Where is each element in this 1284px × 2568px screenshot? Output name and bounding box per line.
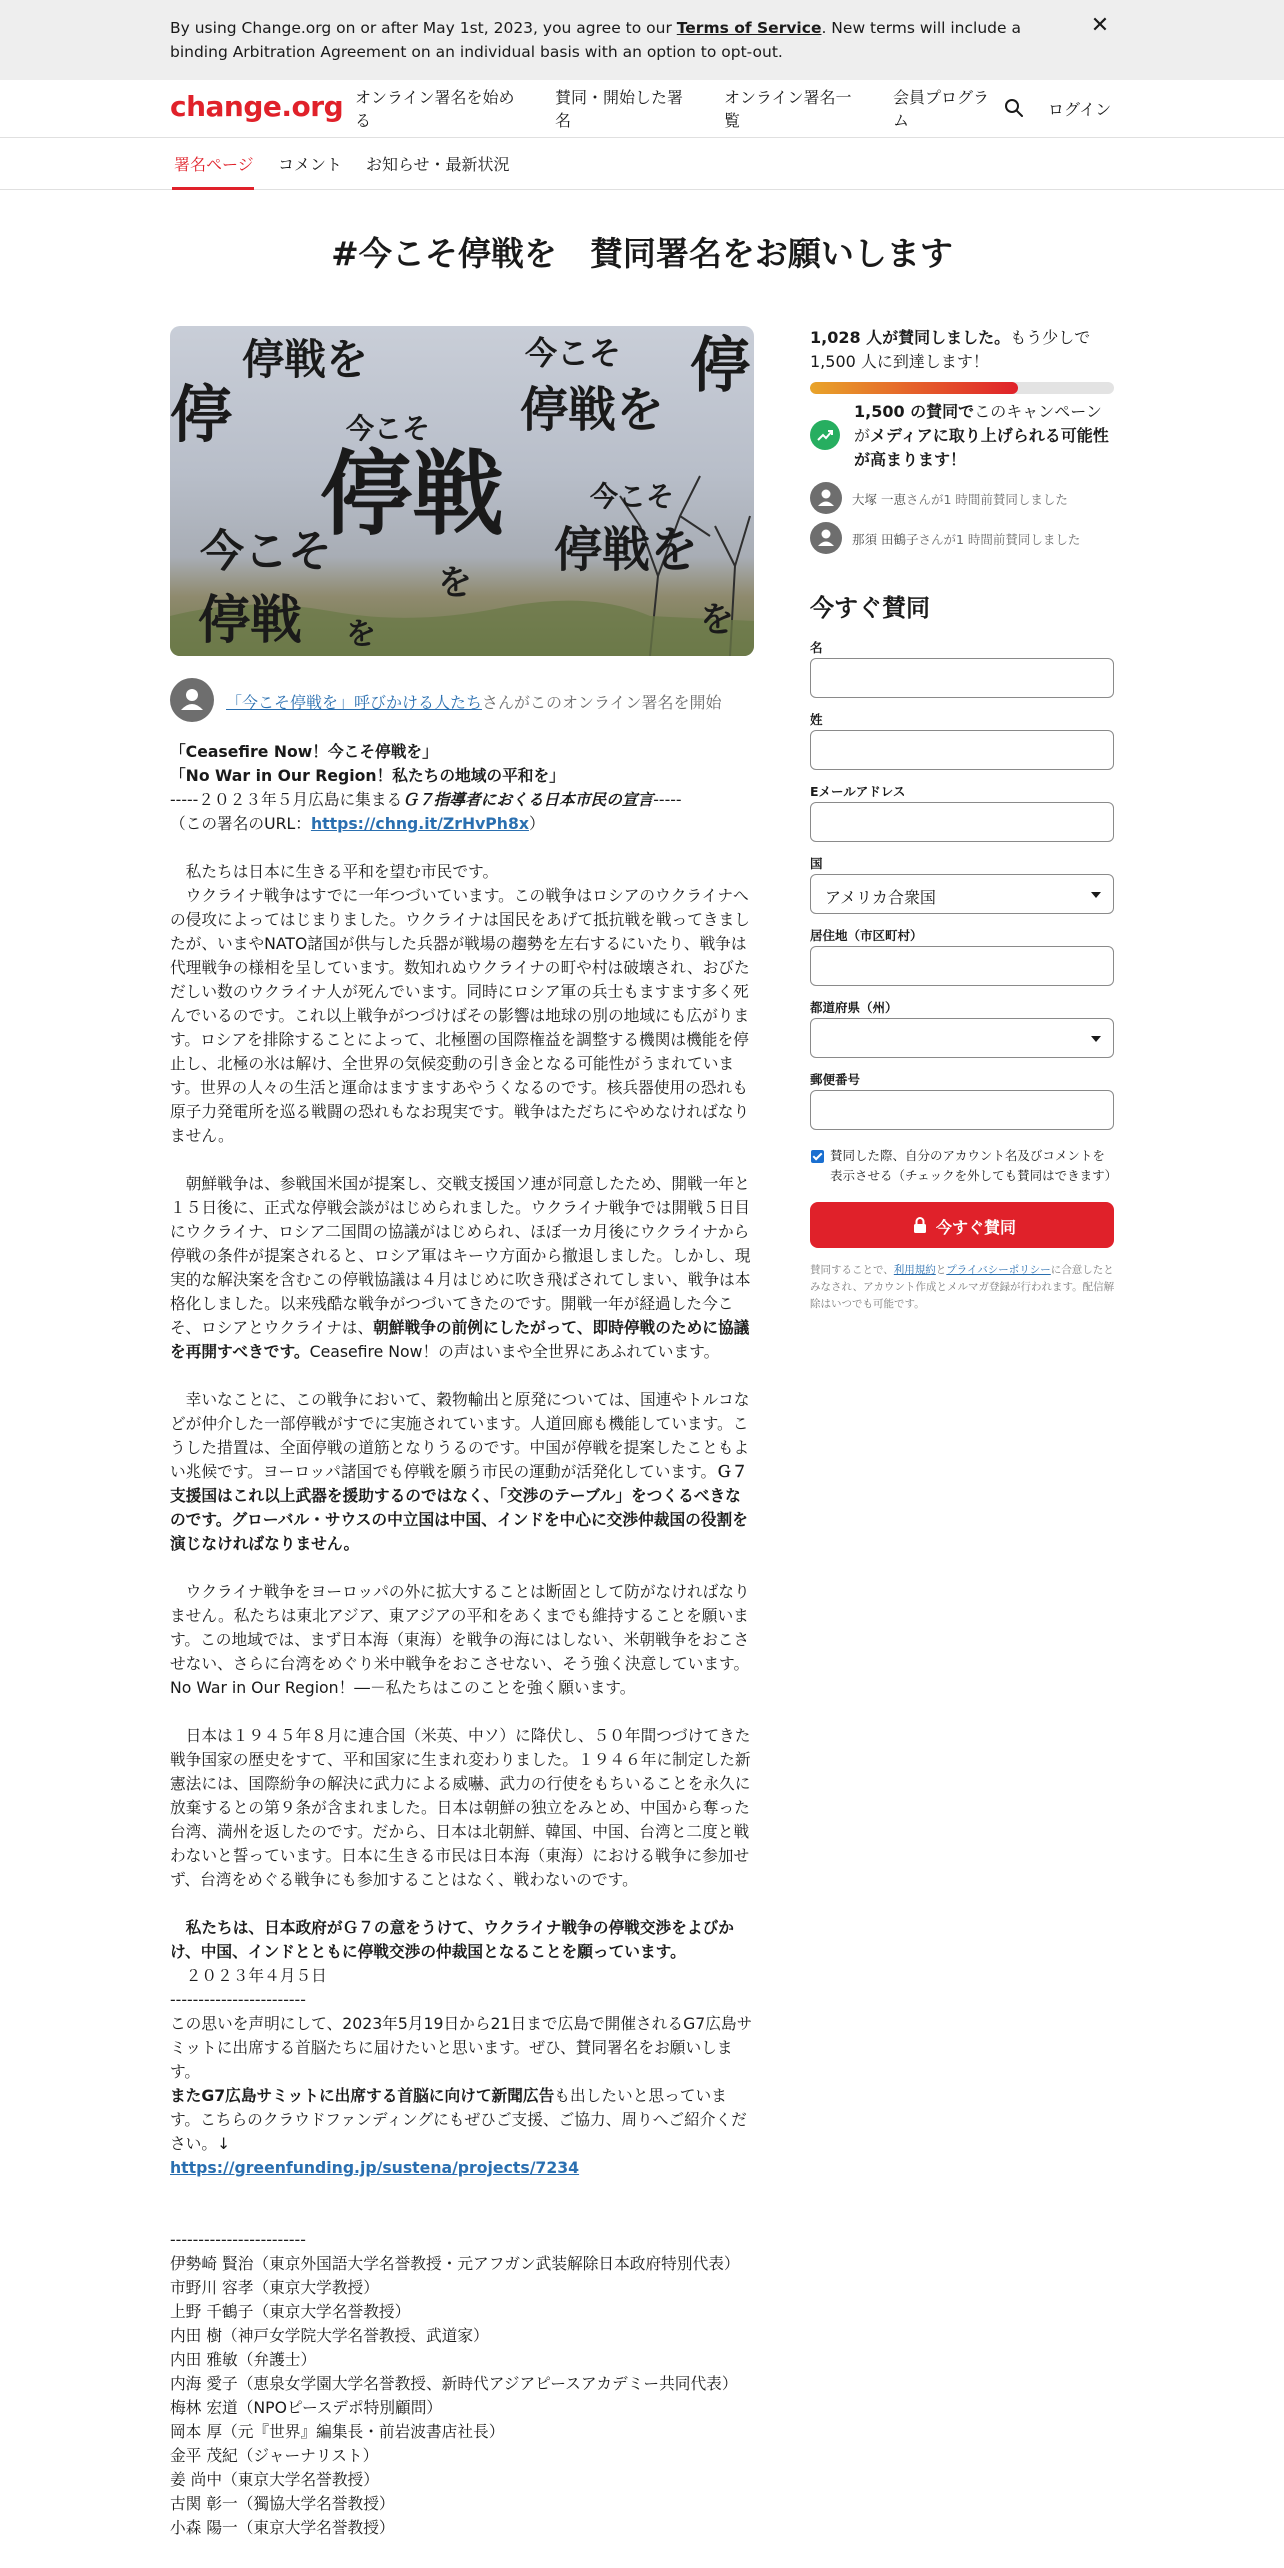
signatory: 内田 樹（神戸女学院大学名誉教授、武道家） — [170, 2326, 489, 2345]
nav-my-petitions[interactable] — [555, 86, 695, 132]
body-subtitle: -----２０２３年５月広島に集まるＧ７指導者におくる日本市民の宣言----- — [170, 790, 682, 809]
nav-membership[interactable] — [893, 86, 1003, 132]
signature-progress-bar — [810, 382, 1114, 394]
body-paragraph: またG7広島サミットに出席する首脳に向けて新聞広告も出したいと思っています。こちらのクラウドファンディングにもぜひご支援、ご協力、周りへご紹介ください。↓ — [170, 2086, 747, 2153]
hero-word: 今こそ — [200, 526, 332, 577]
body-paragraph: 私たちは日本に生きる平和を望む市民です。 — [170, 862, 499, 881]
nav-label: 会員プログラ — [893, 88, 990, 107]
hero-word: 停戦を — [520, 382, 665, 438]
chevron-down-icon — [1091, 892, 1101, 898]
sign-form-title: 今すぐ賛同 — [810, 594, 930, 622]
trending-up-icon — [810, 420, 840, 450]
petition-image-art — [170, 326, 754, 656]
user-icon — [810, 522, 842, 554]
display-name-checkbox[interactable] — [811, 1150, 824, 1163]
progress-fill — [810, 382, 1018, 394]
nav-label: る — [355, 111, 372, 130]
signatory: 古関 彰一（獨協大学名誉教授） — [170, 2494, 395, 2513]
signatory: 内海 愛子（恵泉女学園大学名誉教授、新時代アジアピースアカデミー共同代表） — [170, 2374, 738, 2393]
body-paragraph: ウクライナ戦争はすでに一年つづいています。この戦争はロシアのウクライナへの侵攻によってはじまりました。ウクライナは国民をあげて抵抗戦を戦ってきましたが、いまやNATO諸国が供与した兵器が戦場の趨勢を左右するにいたり、戦争は代理戦争の様相を呈しています。数知れぬウクライナの町や村は破壊され、おびただしい数のウクライナ人が死んでいます。同時にロシア軍の兵士もますます多く死んでいるのです。これ以上戦争がつづけばその影響は地球の別の地域にも広がります。ロシアを排除することによって、北極圏の国際権益を調整する機関は機能を停止し、北極の氷は解け、全世界の気候変動の引き金となる可能性がうまれています。世界の人々の生活と運命はますますあやうくなるのです。核兵器使用の恐れも原子力発電所を巡る戦闘の恐れもなお現実です。戦争はただちにやめなければなりません。 — [170, 886, 750, 1145]
nav-label: オンライン署名一 — [724, 88, 852, 107]
hero-word: 今こそ — [525, 334, 622, 372]
signatory: 姜 尚中（東京大学名誉教授） — [170, 2470, 379, 2489]
zip-label: 郵便番号 — [810, 1072, 861, 1087]
nav-label: 名 — [555, 111, 572, 130]
last-name-input[interactable] — [810, 730, 1114, 770]
state-select[interactable] — [810, 1018, 1114, 1058]
state-label: 都道府県（州） — [810, 1000, 898, 1015]
tab-updates[interactable]: お知らせ・最新状況 — [366, 155, 510, 174]
banner-text-after: . New terms will include a binding Arbitration Agreement on an individual basis with an option to opt-out. — [170, 19, 1021, 61]
terms-of-service-link[interactable]: Terms of Service — [676, 19, 822, 37]
body-heading-1: 「Ceasefire Now！今こそ停戦を」 — [170, 742, 438, 761]
user-icon — [810, 482, 842, 514]
hero-word: 停戦 — [320, 440, 505, 548]
city-label: 居住地（市区町村） — [810, 928, 923, 943]
nav-start-petition[interactable] — [355, 86, 515, 132]
signer-text: 大塚 一恵さんが1 時間前賛同しました — [852, 492, 1068, 507]
signatory: 市野川 容孝（東京大学教授） — [170, 2278, 379, 2297]
terms-banner — [0, 0, 1284, 80]
country-label: 国 — [810, 856, 823, 871]
privacy-policy-link[interactable]: プライバシーポリシー — [946, 1264, 1051, 1276]
search-icon[interactable] — [1002, 96, 1026, 120]
lock-icon — [912, 1216, 928, 1234]
avatar — [810, 482, 842, 514]
signatory: 小森 陽一（東京大学名誉教授） — [170, 2518, 395, 2537]
user-icon — [170, 678, 214, 722]
page-title: #今こそ停戦を 賛同署名をお願いします — [331, 234, 953, 273]
starter-name-link[interactable]: 「今こそ停戦を」呼びかける人たち — [226, 693, 483, 712]
nav-label: オンライン署名を始め — [355, 88, 515, 107]
recent-signer — [810, 482, 1116, 516]
hero-word: を — [346, 617, 376, 652]
recent-signer — [810, 522, 1116, 556]
site-header — [0, 80, 1284, 138]
banner-text-before: By using Change.org on or after May 1st, 2023, you agree to our — [170, 19, 677, 37]
nav-label: 賛同・開始した署 — [555, 88, 684, 107]
hero-word: 停 — [170, 378, 233, 451]
divider: ------------------------ — [170, 1990, 306, 2009]
body-paragraph: ウクライナ戦争をヨーロッパの外に拡大することは断固として防がなければなりません。私たちは東北アジア、東アジアの平和をあくまでも維持することを願います。この地域では、まず日本海（東海）を戦争の海にはしない、米朝戦争をおこさせない、さらに台湾をめぐり米中戦争をおこさせない、そう強く決意しています。No War in Our Region！―－私たちはこのことを強く願います。 — [170, 1582, 750, 1697]
tab-petition[interactable]: 署名ページ — [174, 155, 254, 174]
crowdfunding-line — [170, 2156, 754, 2180]
body-paragraph: 朝鮮戦争は、参戦国米国が提案し、交戦支援国ソ連が同意したため、開戦一年と１５日後に、正式な停戦会談がはじめられました。ウクライナ戦争では開戦５日目にウクライナ、ロシア二国間の協議がはじめられ、ほぼ一カ月後にウクライナから停戦の条件が提案されると、ロシア軍はキーウ方面から撤退しました。しかし、現実的な解決案を含むこの停戦協議は４月はじめに吹き飛ばされてしまい、戦争は本格化しました。以来残酷な戦争がつづいてきたのです。開戦一年が経過した今こそ、ロシアとウクライナは、朝鮮戦争の前例にしたがって、即時停戦のために協議を再開すべきです。Ceasefire Now！の声はいまや全世界にあふれています。 — [170, 1174, 751, 1361]
hero-word: 停戦を — [242, 335, 369, 384]
signatory: 金平 茂紀（ジャーナリスト） — [170, 2446, 379, 2465]
first-name-label: 名 — [810, 640, 823, 655]
active-tab-indicator — [172, 187, 254, 190]
sign-now-label: 今すぐ賛同 — [936, 1218, 1017, 1237]
tab-comments[interactable]: コメント — [278, 155, 343, 174]
hero-word: 今こそ — [346, 412, 431, 445]
hero-word: 今こそ — [590, 480, 675, 513]
nav-browse-petitions[interactable] — [724, 86, 864, 132]
signature-count: 1,028 人が賛同しました。もう少しで 1,500 人に到達します！ — [810, 328, 1091, 371]
body-paragraph: 私たちは、日本政府がＧ７の意をうけて、ウクライナ戦争の停戦交渉をよびかけ、中国、インドとともに停戦交渉の仲裁国となることを願っています。 — [170, 1918, 734, 1961]
petition-tabs — [0, 138, 1284, 190]
email-input[interactable] — [810, 802, 1114, 842]
chevron-down-icon — [1091, 1036, 1101, 1042]
body-paragraph: 幸いなことに、この戦争において、穀物輸出と原発については、国連やトルコなどが仲介した一部停戦がすでに実施されています。人道回廊も機能しています。こうした措置は、全面停戦の道筋となりうるのです。中国が停戦を提案したこともよい兆候です。ヨーロッパ諸国でも停戦を願う市民の運動が活発化しています。Ｇ７支援国はこれ以上武器を援助するのではなく、「交渉のテーブル」をつくるべきなのです。グローバル・サウスの中立国は中国、インドを中心に交渉仲裁国の役割を演じなければなりません。 — [170, 1390, 750, 1553]
petition-short-link[interactable]: https://chng.it/ZrHvPh8x — [310, 814, 529, 833]
starter-avatar — [170, 678, 214, 722]
nav-label: 覧 — [724, 111, 741, 130]
body-paragraph: この思いを声明にして、2023年5月19日から21日まで広島で開催されるG7広島サミットに出席する首脳たちに届けたいと思います。ぜひ、賛同署名をお願いします。 — [170, 2014, 753, 2081]
terms-link[interactable]: 利用規約 — [893, 1264, 936, 1276]
hero-word: を — [700, 600, 734, 640]
petition-image — [170, 326, 754, 656]
hero-word: 停戦を — [554, 522, 699, 578]
divider: ------------------------ — [170, 2230, 306, 2249]
petition-starter — [226, 690, 722, 713]
signatory: 梅林 宏道（NPOピースデポ特別顧問） — [170, 2398, 443, 2417]
sign-now-button[interactable] — [810, 1202, 1114, 1248]
email-label: Eメールアドレス — [810, 784, 906, 799]
last-name-label: 姓 — [810, 712, 823, 727]
close-icon[interactable]: ✕ — [1090, 13, 1110, 38]
body-heading-2: 「No War in Our Region！私たちの地域の平和を」 — [170, 766, 565, 785]
banner-text — [170, 16, 1070, 64]
hero-word: 停戦 — [198, 590, 303, 651]
signer-text: 那須 田鶴子さんが1 時間前賛同しました — [852, 532, 1081, 547]
signatory: 岡本 厚（元『世界』編集長・前岩波書店社長） — [170, 2422, 505, 2441]
petition-url-line: （この署名のURL：https://chng.it/ZrHvPh8x） — [170, 814, 545, 833]
city-input[interactable] — [810, 946, 1114, 986]
first-name-input[interactable] — [810, 658, 1114, 698]
login-link[interactable]: ログイン — [1048, 100, 1112, 119]
zip-input[interactable] — [810, 1090, 1114, 1130]
petition-body — [170, 740, 754, 2540]
hero-word: 停 — [690, 331, 750, 401]
country-value: アメリカ合衆国 — [825, 888, 936, 907]
signatory: 上野 千鶴子（東京大学名誉教授） — [170, 2302, 411, 2321]
change-org-logo[interactable]: change.org — [170, 90, 344, 123]
hero-word: を — [438, 563, 472, 603]
signatory: 伊勢崎 賢治（東京外国語大学名誉教授・元アフガン武装解除日本政府特別代表） — [170, 2254, 740, 2273]
body-paragraph: 日本は１９４５年８月に連合国（米英、中ソ）に降伏し、５０年間つづけてきた戦争国家の歴史をすて、平和国家に生まれ変わりました。１９４６年に制定した新憲法には、国際紛争の解決に武力による威嚇、武力の行使をもちいることを永久に放棄するとの第９条が含まれました。日本は朝鮮の独立をみとめ、中国から奪った台湾、満州を返したのです。だから、日本は北朝鮮、韓国、中国、台湾と二度と戦わないと誓っています。日本に生きる市民は日本海（東海）における戦争に参加せず、台湾をめぐる戦争にも参加することはなく、戦わないのです。 — [170, 1726, 751, 1889]
starter-suffix: さんがこのオンライン署名を開始 — [482, 693, 722, 712]
country-select[interactable] — [810, 874, 1114, 914]
media-milestone-text: 1,500 の賛同でこのキャンペーンがメディアに取り上げられる可能性が高まります！ — [854, 402, 1109, 469]
statement-date: ２０２３年４月５日 — [170, 1966, 327, 1985]
nav-label: ム — [893, 111, 910, 130]
avatar — [810, 522, 842, 554]
signatory: 内田 雅敏（弁護士） — [170, 2350, 317, 2369]
sign-disclaimer: 賛同することで、利用規約とプライバシーポリシーに合意したとみなされ、アカウント作成とメルマガ登録が行われます。配信解除はいつでも可能です。 — [810, 1264, 1115, 1310]
display-name-checkbox-label: 賛同した際、自分のアカウント名及びコメントを表示させる（チェックを外しても賛同はできます） — [830, 1148, 1118, 1183]
crowdfunding-link[interactable]: https://greenfunding.jp/sustena/projects/7234 — [170, 2158, 580, 2177]
